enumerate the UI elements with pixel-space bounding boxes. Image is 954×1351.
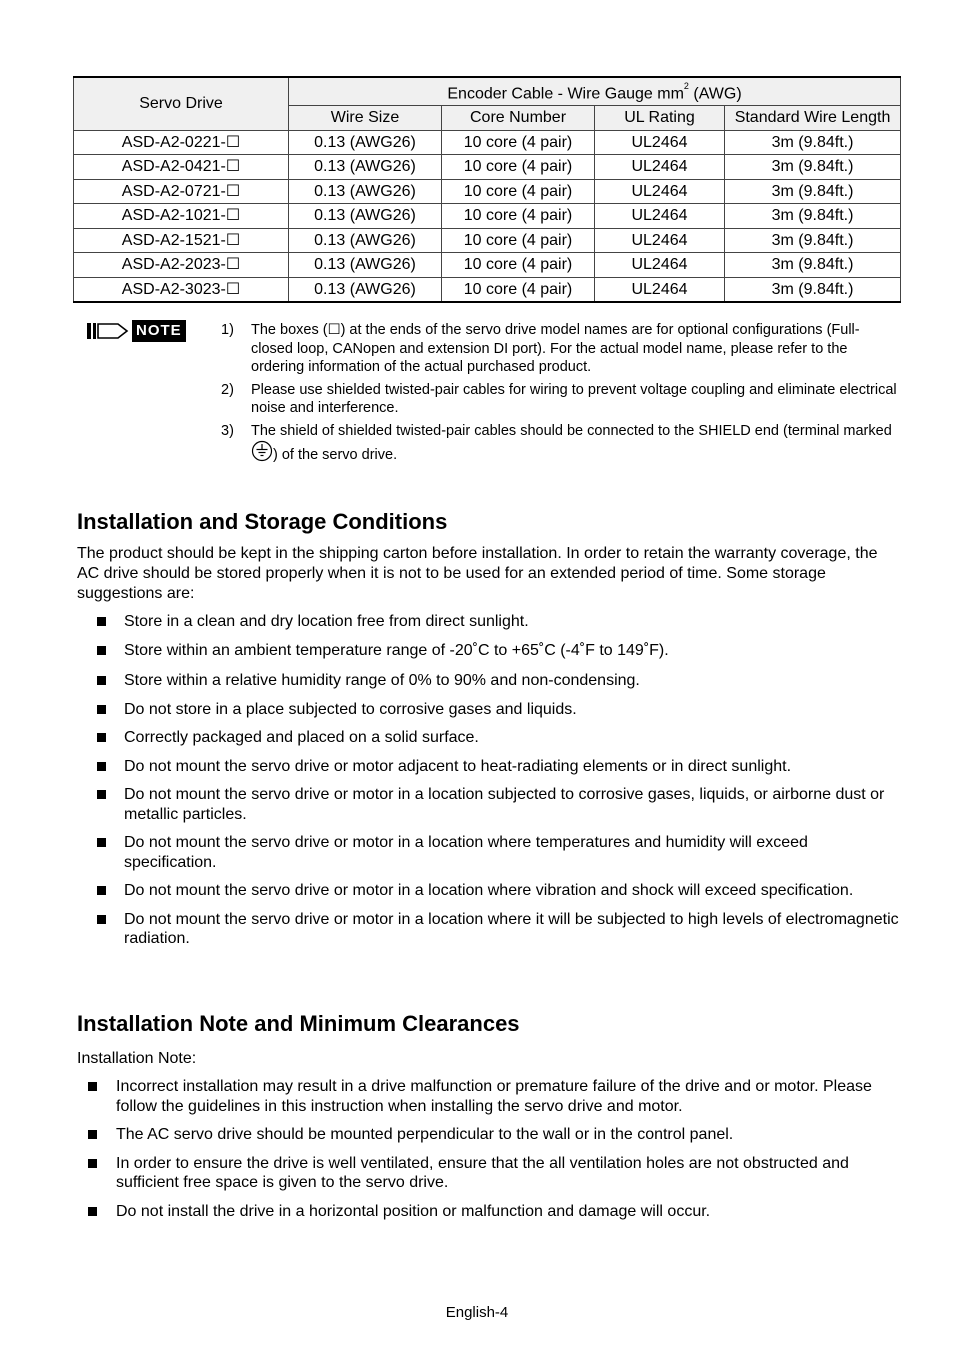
square-bullet-icon — [97, 886, 106, 895]
cell-wire-size: 0.13 (AWG26) — [289, 130, 442, 155]
cell-model: ASD-A2-0721-☐ — [74, 179, 289, 204]
page-footer: English-4 — [445, 1304, 509, 1321]
table-row — [74, 277, 901, 302]
installation-title: Installation Note and Minimum Clearances — [77, 1011, 520, 1036]
cell-wire-length: 3m (9.84ft.) — [725, 130, 901, 155]
encoder-cable-table — [73, 76, 901, 303]
note-item: 1) The boxes (☐) at the ends of the servo drive model names are for optional configurations (Full-closed loop, CANopen and extension DI port). For the actual model name, please refer to the ordering information of the actual purchased product. — [221, 322, 860, 375]
cell-wire-size: 0.13 (AWG26) — [289, 228, 442, 253]
list-item-text: Do not mount the servo drive or motor in a location where temperatures and humidity will exceed specification. — [124, 834, 808, 871]
cell-ul-rating: UL2464 — [595, 130, 725, 155]
cell-model: ASD-A2-2023-☐ — [74, 253, 289, 278]
storage-list — [77, 612, 901, 949]
table-header-row — [74, 77, 901, 106]
list-item — [77, 671, 901, 691]
note-label: NOTE — [132, 320, 186, 342]
cell-model: ASD-A2-0221-☐ — [74, 130, 289, 155]
cell-wire-size: 0.13 (AWG26) — [289, 155, 442, 180]
list-item — [77, 785, 901, 824]
cell-wire-size: 0.13 (AWG26) — [289, 277, 442, 302]
table-row — [74, 179, 901, 204]
installation-subtitle: Installation Note: — [77, 1050, 197, 1067]
cell-core-number: 10 core (4 pair) — [442, 155, 595, 180]
list-item-text: Do not mount the servo drive or motor in a location where vibration and shock will exceed specification. — [124, 882, 854, 899]
table-body — [74, 130, 901, 302]
cell-wire-length: 3m (9.84ft.) — [725, 228, 901, 253]
square-bullet-icon — [97, 733, 106, 742]
cell-wire-size: 0.13 (AWG26) — [289, 253, 442, 278]
list-item — [77, 1202, 901, 1222]
list-item — [77, 910, 901, 949]
list-item — [77, 881, 901, 901]
header-encoder-group: Encoder Cable - Wire Gauge $mm^2$ (AWG) — [289, 77, 901, 106]
list-item — [77, 1077, 901, 1116]
note-badge — [86, 320, 186, 342]
cell-ul-rating: UL2464 — [595, 204, 725, 229]
table-row — [74, 204, 901, 229]
list-item-text: Do not store in a place subjected to corrosive gases and liquids. — [124, 700, 577, 718]
square-bullet-icon — [97, 676, 106, 685]
cell-core-number: 10 core (4 pair) — [442, 277, 595, 302]
cell-core-number: 10 core (4 pair) — [442, 179, 595, 204]
square-bullet-icon — [97, 762, 106, 771]
table-row — [74, 130, 901, 155]
list-item — [77, 757, 901, 777]
square-bullet-icon — [97, 838, 106, 847]
list-item-text: Do not mount the servo drive or motor adjacent to heat-radiating elements or in direct sunlight. — [124, 757, 792, 775]
square-bullet-icon — [97, 705, 106, 714]
table-row — [74, 228, 901, 253]
list-item-text: Store in a clean and dry location free from direct sunlight. — [124, 613, 529, 630]
cell-wire-length: 3m (9.84ft.) — [725, 277, 901, 302]
storage-intro: The product should be kept in the shipping carton before installation. In order to retain the warranty coverage, the AC drive should be stored properly when it is not to be used for an extended period of time. Some storage suggestions are: — [77, 545, 878, 602]
note-item: 3) The shield of shielded twisted-pair cables should be connected to the SHIELD end (terminal marked) of the servo drive. — [221, 422, 892, 463]
square-bullet-icon — [97, 790, 106, 799]
list-item-text: Do not mount the servo drive or motor in a location subjected to corrosive gases, liquids, or airborne dust or metallic particles. — [124, 786, 885, 823]
square-bullet-icon — [97, 617, 106, 626]
cell-ul-rating: UL2464 — [595, 179, 725, 204]
list-item-text: Do not install the drive in a horizontal position or malfunction and damage will occur. — [116, 1202, 711, 1220]
storage-section — [77, 509, 901, 958]
cell-model: ASD-A2-0421-☐ — [74, 155, 289, 180]
list-item-text: Store within a relative humidity range of 0% to 90% and non-condensing. — [124, 672, 640, 689]
cell-wire-size: 0.13 (AWG26) — [289, 204, 442, 229]
cell-ul-rating: UL2464 — [595, 277, 725, 302]
cell-core-number: 10 core (4 pair) — [442, 130, 595, 155]
header-wire-size: Wire Size — [289, 106, 442, 131]
list-item — [77, 612, 901, 632]
header-wire-length: Standard Wire Length — [725, 106, 901, 131]
list-item-text: In order to ensure the drive is well ventilated, ensure that the all ventilation holes are not obstructed and sufficient free space is given to the servo drive. — [116, 1154, 849, 1191]
cell-wire-length: 3m (9.84ft.) — [725, 204, 901, 229]
cell-model: ASD-A2-1021-☐ — [74, 204, 289, 229]
square-bullet-icon — [97, 646, 106, 655]
cell-wire-length: 3m (9.84ft.) — [725, 155, 901, 180]
square-bullet-icon — [88, 1082, 97, 1091]
list-item — [77, 641, 901, 661]
list-item-text: The AC servo drive should be mounted perpendicular to the wall or in the control panel. — [116, 1126, 734, 1143]
square-bullet-icon — [88, 1130, 97, 1139]
list-item-text: Store within an ambient temperature range of -20˚C to +65˚C (-4˚F to 149˚F). — [124, 641, 669, 659]
list-item — [77, 1154, 901, 1193]
note-item: 2) Please use shielded twisted-pair cables for wiring to prevent voltage coupling and eliminate electrical noise and interference. — [221, 381, 897, 416]
ground-icon — [251, 440, 273, 462]
square-bullet-icon — [88, 1207, 97, 1216]
header-servo-drive: Servo Drive — [74, 77, 289, 130]
table-row — [74, 253, 901, 278]
header-core-number: Core Number — [442, 106, 595, 131]
square-bullet-icon — [88, 1159, 97, 1168]
arrow-icon — [86, 320, 130, 342]
list-item-text: Incorrect installation may result in a drive malfunction or premature failure of the drive and or motor. Please follow the guidelines in this instruction when installing the servo drive and motor. — [116, 1078, 872, 1115]
list-item — [77, 833, 901, 872]
list-item-text: Correctly packaged and placed on a solid surface. — [124, 729, 479, 746]
cell-core-number: 10 core (4 pair) — [442, 204, 595, 229]
cell-ul-rating: UL2464 — [595, 155, 725, 180]
list-item — [77, 700, 901, 720]
list-item — [77, 1125, 901, 1145]
table-row — [74, 155, 901, 180]
installation-list — [77, 1077, 901, 1221]
header-ul-rating: UL Rating — [595, 106, 725, 131]
note-list — [221, 321, 901, 469]
storage-title: Installation and Storage Conditions — [77, 509, 448, 534]
cell-ul-rating: UL2464 — [595, 228, 725, 253]
list-item-text: Do not mount the servo drive or motor in a location where it will be subjected to high levels of electromagnetic radiation. — [124, 910, 899, 947]
cell-model: ASD-A2-1521-☐ — [74, 228, 289, 253]
cell-wire-length: 3m (9.84ft.) — [725, 253, 901, 278]
cell-model: ASD-A2-3023-☐ — [74, 277, 289, 302]
cell-wire-size: 0.13 (AWG26) — [289, 179, 442, 204]
cell-wire-length: 3m (9.84ft.) — [725, 179, 901, 204]
cell-ul-rating: UL2464 — [595, 253, 725, 278]
square-bullet-icon — [97, 915, 106, 924]
cell-core-number: 10 core (4 pair) — [442, 228, 595, 253]
list-item — [77, 728, 901, 748]
installation-section — [77, 1011, 901, 1230]
cell-core-number: 10 core (4 pair) — [442, 253, 595, 278]
